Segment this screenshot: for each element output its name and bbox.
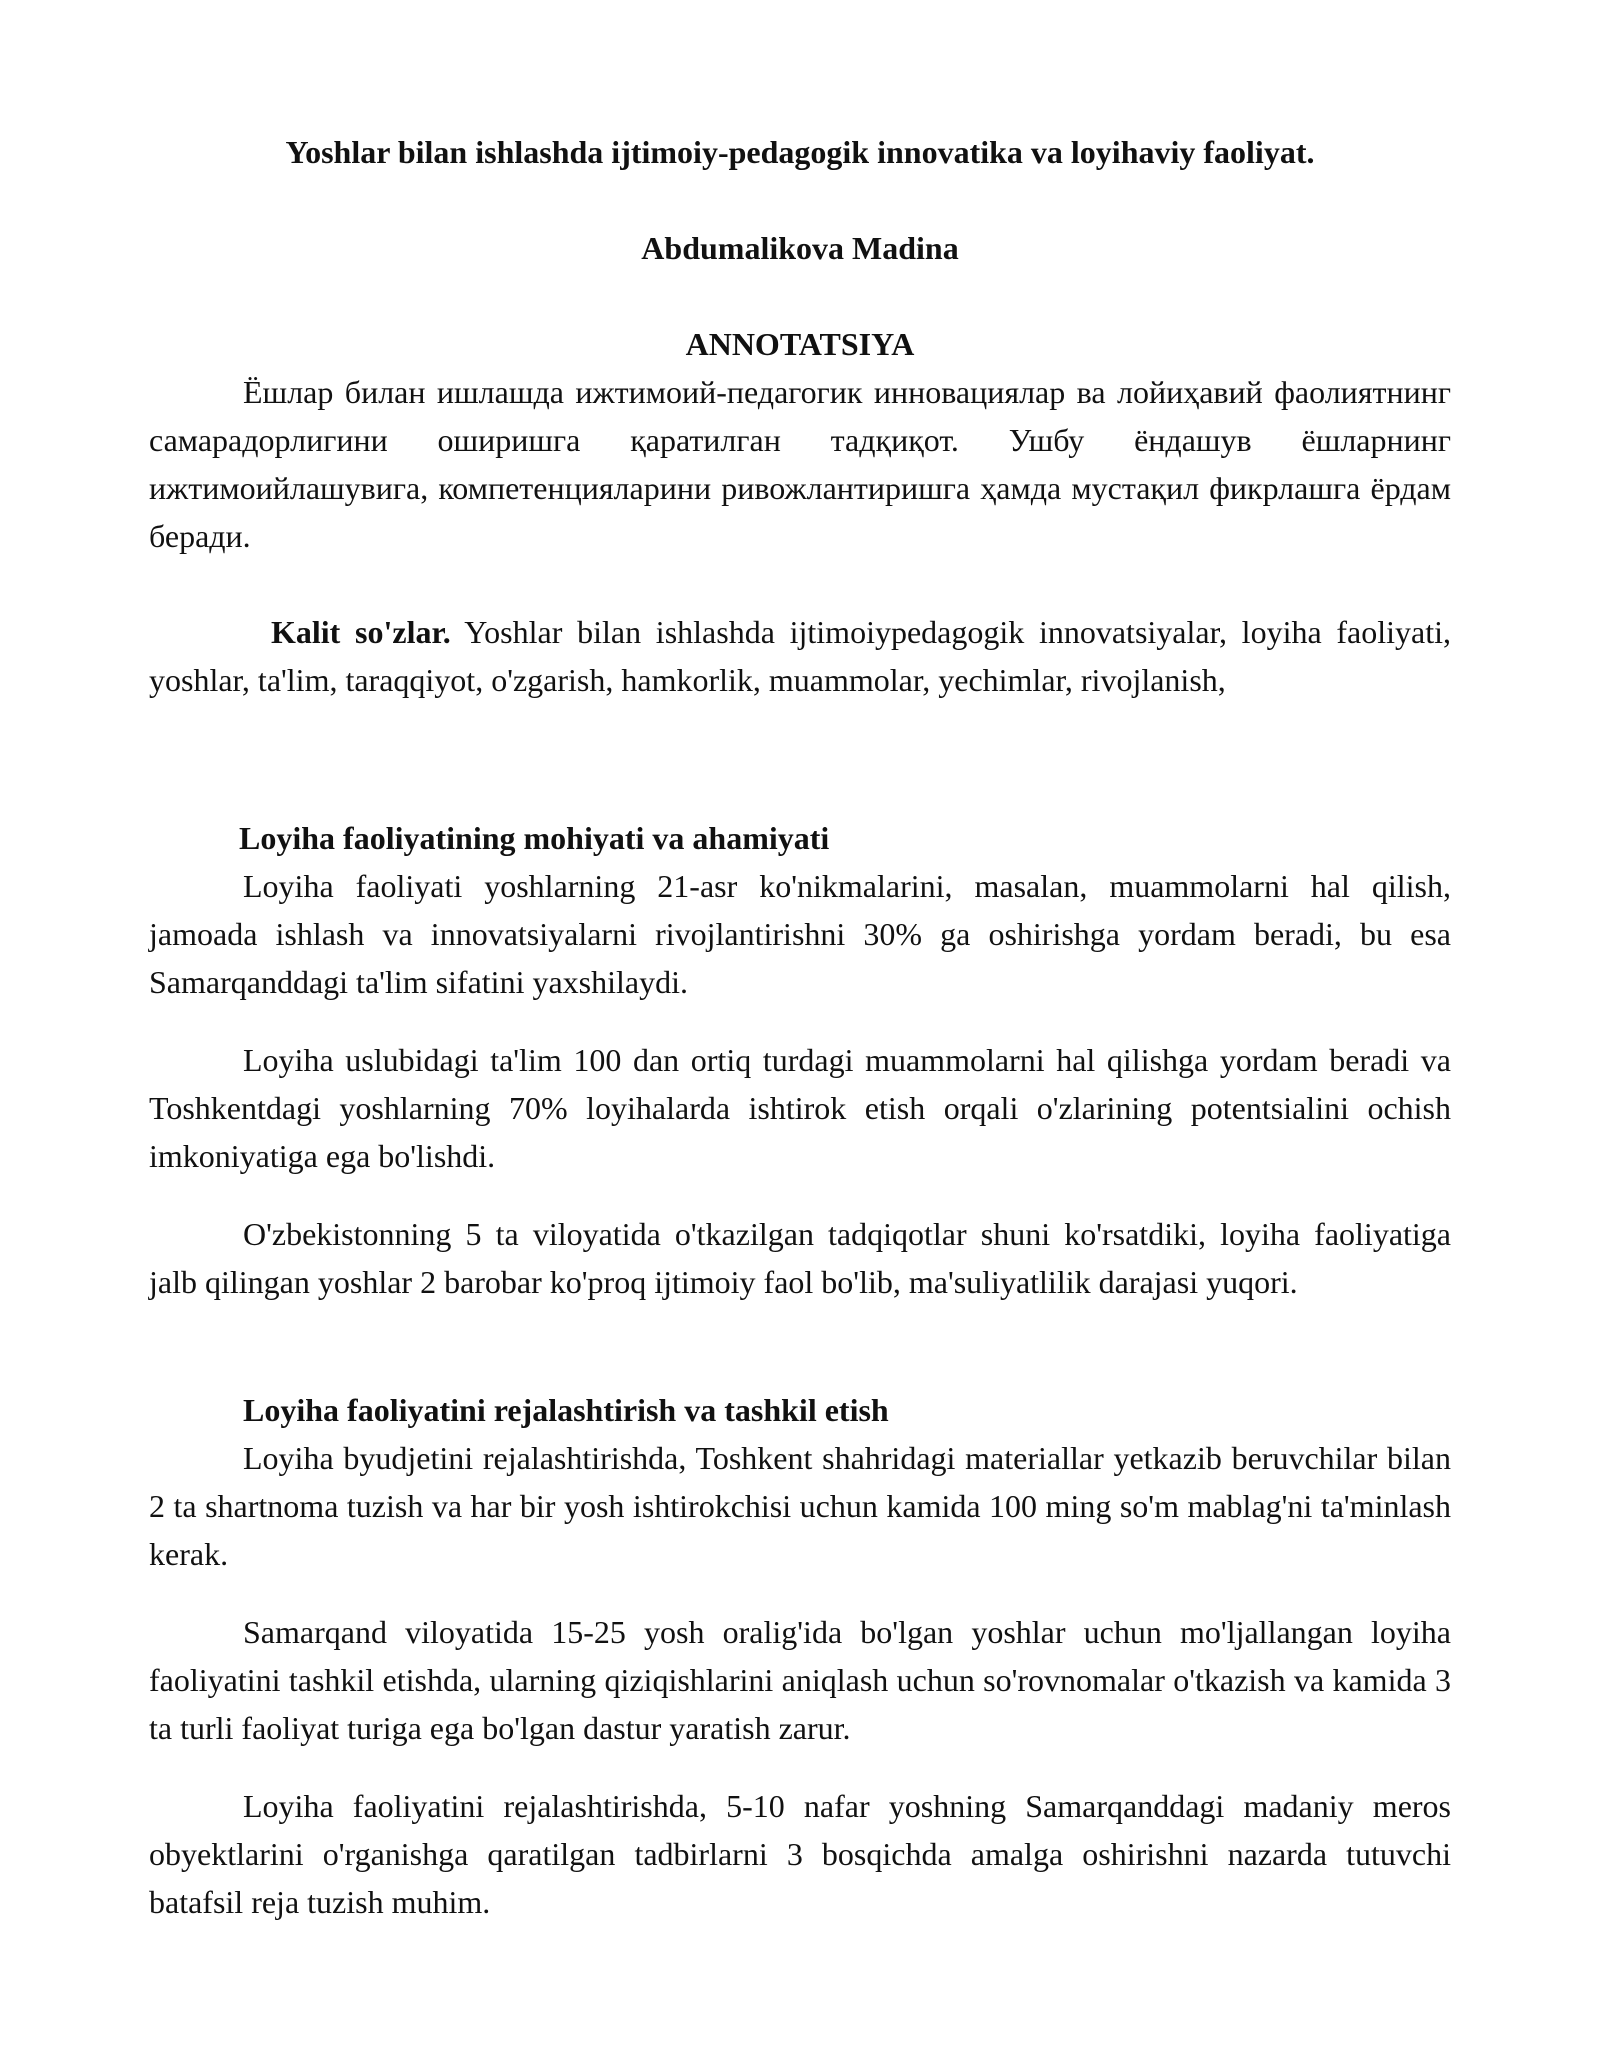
section-paragraph: O'zbekistonning 5 ta viloyatida o'tkazilgan tadqiqotlar shuni ko'rsatdiki, loyiha faoliyatiga jalb qilingan yoshlar 2 barobar ko'proq ijtimoiy faol bo'lib, ma'suliyatlilik darajasi yuqori.: [149, 1216, 1451, 1300]
annotation-heading: ANNOTATSIYA: [685, 326, 915, 362]
author-name: Abdumalikova Madina: [641, 230, 959, 266]
section-paragraph: Loyiha uslubidagi ta'lim 100 dan ortiq turdagi muammolarni hal qilishga yordam beradi va Toshkentdagi yoshlarning 70% loyihalarda ishtirok etish orqali o'zlarining potentsialini ochish imkoniyatiga ega bo'lishdi.: [149, 1042, 1451, 1174]
document-title: Yoshlar bilan ishlashda ijtimoiy-pedagogik innovatika va loyihaviy faoliyat.: [285, 134, 1315, 170]
section-heading: Loyiha faoliyatining mohiyati va ahamiyati: [239, 820, 830, 856]
section-paragraph: Loyiha byudjetini rejalashtirishda, Toshkent shahridagi materiallar yetkazib beruvchilar bilan 2 ta shartnoma tuzish va har bir yosh ishtirokchisi uchun kamida 100 ming so'm mablag'ni ta'minlash kerak.: [149, 1440, 1451, 1572]
annotation-text: Ёшлар билан ишлашда ижтимоий-педагогик инновациялар ва лойиҳавий фаолиятнинг самарадорлигини оширишга қаратилган тадқиқот. Ушбу ёндашув ёшларнинг ижтимоийлашувига, компетенцияларини ривожлантиришга ҳамда мустақил фикрлашга ёрдам беради.: [149, 374, 1451, 554]
section-paragraph: Loyiha faoliyatini rejalashtirishda, 5-10 nafar yoshning Samarqanddagi madaniy meros obyektlarini o'rganishga qaratilgan tadbirlarni 3 bosqichda amalga oshirishni nazarda tutuvchi batafsil reja tuzish muhim.: [149, 1788, 1451, 1920]
section-paragraph: Loyiha faoliyati yoshlarning 21-asr ko'nikmalarini, masalan, muammolarni hal qilish, jamoada ishlash va innovatsiyalarni rivojlantirishni 30% ga oshirishga yordam beradi, bu esa Samarqanddagi ta'lim sifatini yaxshilaydi.: [149, 868, 1451, 1000]
section-paragraph: Samarqand viloyatida 15-25 yosh oralig'ida bo'lgan yoshlar uchun mo'ljallangan loyiha faoliyatini tashkil etishda, ularning qiziqishlarini aniqlash uchun so'rovnomalar o'tkazish va kamida 3 ta turli faoliyat turiga ega bo'lgan dastur yaratish zarur.: [149, 1614, 1451, 1746]
section-heading: Loyiha faoliyatini rejalashtirish va tashkil etish: [243, 1392, 889, 1428]
keywords-text: Yoshlar bilan ishlashda ijtimoiypedagogik innovatsiyalar, loyiha faoliyati, yoshlar, ta'lim, taraqqiyot, o'zgarish, hamkorlik, muammolar, yechimlar, rivojlanish,: [149, 614, 1452, 698]
keywords-label: Kalit so'zlar.: [271, 614, 451, 650]
keywords-paragraph: [149, 608, 1451, 704]
